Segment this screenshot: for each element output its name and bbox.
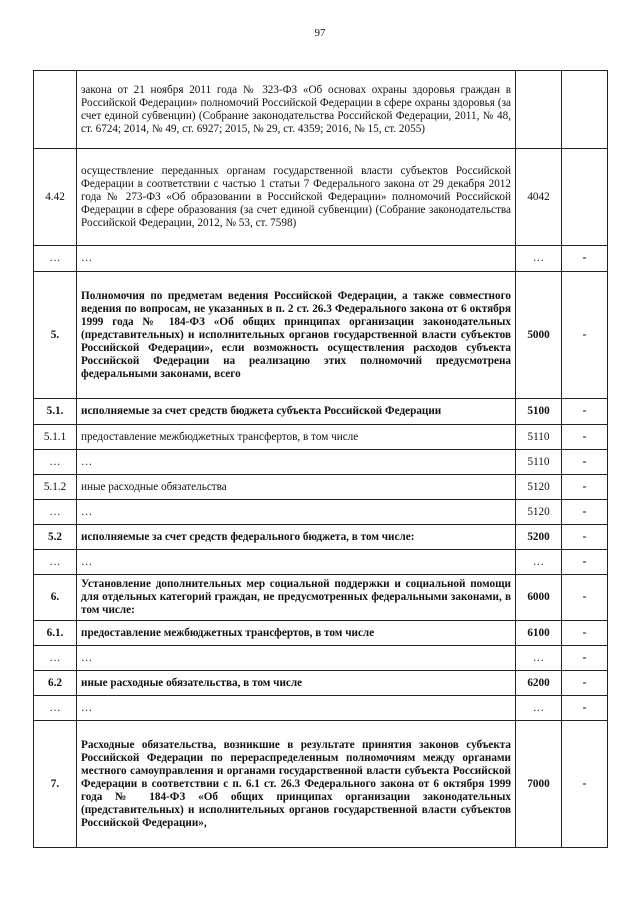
row-text-cell: осуществление переданных органам государственной власти субъектов Российской Федерации в соответствии с частью 1 статьи 7 Федерального закона от 29 декабря 2012 года № 273-ФЗ «Об образовании в Российской Федерации» полномочий Российской Федерации в сфере образования (за счет единой субвенции) (Собрание законодательства Российской Федерации, 2012, № 53, ст. 7598) — [77, 149, 516, 246]
row-code-cell: 5100 — [516, 399, 562, 425]
table-row — [34, 646, 608, 671]
row-text-cell: Расходные обязательства, возникшие в результате принятия законов субъекта Российской Федерации по перераспределенным полномочиям между органами местного самоуправления и органами государственной власти субъекта Российской Федерации в соответствии с п. 6.1 ст. 26.3 Федерального закона от 6 октября 1999 года № 184-ФЗ «Об общих принципах организации законодательных (представительных) и исполнительных органов государственной власти субъектов Российской Федерации», — [77, 721, 516, 848]
dash-mark: - — [582, 624, 587, 639]
row-mark-cell — [562, 721, 608, 848]
row-number-cell: … — [34, 246, 77, 272]
row-mark-cell — [562, 149, 608, 246]
row-number-cell: 5.1. — [34, 399, 77, 425]
row-code-cell: 5200 — [516, 525, 562, 550]
row-number-cell: 7. — [34, 721, 77, 848]
row-text-cell: предоставление межбюджетных трансфертов, в том числе — [77, 425, 516, 450]
table-row — [34, 475, 608, 500]
table-row — [34, 272, 608, 399]
table-row — [34, 696, 608, 721]
row-code-cell: … — [516, 246, 562, 272]
row-code-cell: … — [516, 550, 562, 575]
table-row — [34, 721, 608, 848]
dash-mark: - — [582, 674, 587, 689]
row-text-cell: исполняемые за счет средств федерального бюджета, в том числе: — [77, 525, 516, 550]
row-code-cell: 5120 — [516, 475, 562, 500]
table-row — [34, 246, 608, 272]
row-number-cell: … — [34, 646, 77, 671]
row-number-cell: … — [34, 450, 77, 475]
row-code-cell: 5120 — [516, 500, 562, 525]
row-code-cell: 5110 — [516, 425, 562, 450]
row-number-cell: 5.1.2 — [34, 475, 77, 500]
row-mark-cell — [562, 696, 608, 721]
table-row — [34, 575, 608, 621]
dash-mark: - — [582, 453, 587, 468]
row-text-cell: предоставление межбюджетных трансфертов, в том числе — [77, 621, 516, 646]
row-text-cell: … — [77, 696, 516, 721]
row-mark-cell — [562, 399, 608, 425]
row-text-cell: исполняемые за счет средств бюджета субъекта Российской Федерации — [77, 399, 516, 425]
row-number-cell: 5. — [34, 272, 77, 399]
row-code-cell: … — [516, 646, 562, 671]
row-code-cell: 5000 — [516, 272, 562, 399]
row-mark-cell — [562, 646, 608, 671]
table-row — [34, 525, 608, 550]
row-code-cell: 6100 — [516, 621, 562, 646]
dash-mark: - — [582, 503, 587, 518]
row-text-cell: закона от 21 ноября 2011 года № 323-ФЗ «Об основах охраны здоровья граждан в Российской Федерации» полномочий Российской Федерации в сфере охраны здоровья (за счет единой субвенции) (Собрание законодательства Российской Федерации, 2011, № 48, ст. 6724; 2014, № 49, ст. 6927; 2015, № 29, ст. 4359; 2016, № 15, ст. 2055) — [77, 71, 516, 149]
row-mark-cell — [562, 272, 608, 399]
row-mark-cell — [562, 671, 608, 696]
dash-mark: - — [582, 478, 587, 493]
table-body — [34, 71, 608, 848]
row-code-cell: 4042 — [516, 149, 562, 246]
row-mark-cell — [562, 425, 608, 450]
table-row — [34, 450, 608, 475]
row-mark-cell — [562, 575, 608, 621]
dash-mark: - — [582, 428, 587, 443]
row-text-cell: … — [77, 450, 516, 475]
row-code-cell: 5110 — [516, 450, 562, 475]
row-number-cell — [34, 71, 77, 149]
row-mark-cell — [562, 500, 608, 525]
row-text-cell: Полномочия по предметам ведения Российской Федерации, а также совместного ведения по вопросам, не указанных в п. 2 ст. 26.3 Федерального закона от 6 октября 1999 года № 184-ФЗ «Об общих принципах организации законодательных (представительных) и исполнительных органов государственной власти субъектов Российской Федерации», если возможность осуществления расходов субъекта Российской Федерации на реализацию этих полномочий предусмотрена федеральными законами, всего — [77, 272, 516, 399]
table-row — [34, 149, 608, 246]
row-text-cell: … — [77, 550, 516, 575]
row-number-cell: 6.2 — [34, 671, 77, 696]
dash-mark: - — [582, 250, 587, 264]
dash-mark: - — [582, 649, 587, 664]
dash-mark: - — [582, 775, 587, 790]
row-text-cell: … — [77, 500, 516, 525]
table-row — [34, 399, 608, 425]
row-text-cell: … — [77, 646, 516, 671]
table-row — [34, 500, 608, 525]
row-number-cell: 6. — [34, 575, 77, 621]
row-mark-cell — [562, 621, 608, 646]
dash-mark: - — [582, 326, 587, 341]
table-row — [34, 550, 608, 575]
table-row — [34, 425, 608, 450]
row-code-cell: … — [516, 696, 562, 721]
budget-obligations-table — [33, 70, 608, 848]
row-number-cell: … — [34, 696, 77, 721]
dash-mark: - — [582, 528, 587, 543]
row-code-cell — [516, 71, 562, 149]
row-mark-cell — [562, 525, 608, 550]
dash-mark: - — [582, 589, 587, 603]
row-text-cell: иные расходные обязательства — [77, 475, 516, 500]
row-code-cell: 7000 — [516, 721, 562, 848]
dash-mark: - — [582, 403, 587, 417]
row-code-cell: 6000 — [516, 575, 562, 621]
row-text-cell: … — [77, 246, 516, 272]
row-mark-cell — [562, 475, 608, 500]
row-mark-cell — [562, 71, 608, 149]
row-number-cell: 4.42 — [34, 149, 77, 246]
row-number-cell: … — [34, 500, 77, 525]
page-number: 97 — [314, 27, 326, 39]
row-number-cell: … — [34, 550, 77, 575]
row-text-cell: Установление дополнительных мер социальной поддержки и социальной помощи для отдельных категорий граждан, не предусмотренных федеральными законами, в том числе: — [77, 575, 516, 621]
row-text-cell: иные расходные обязательства, в том числе — [77, 671, 516, 696]
table-row — [34, 671, 608, 696]
row-code-cell: 6200 — [516, 671, 562, 696]
row-mark-cell — [562, 550, 608, 575]
row-number-cell: 5.1.1 — [34, 425, 77, 450]
dash-mark: - — [582, 699, 587, 714]
dash-mark: - — [582, 553, 587, 568]
row-mark-cell — [562, 450, 608, 475]
row-number-cell: 5.2 — [34, 525, 77, 550]
table-row — [34, 621, 608, 646]
table-row — [34, 71, 608, 149]
row-mark-cell — [562, 246, 608, 272]
row-number-cell: 6.1. — [34, 621, 77, 646]
